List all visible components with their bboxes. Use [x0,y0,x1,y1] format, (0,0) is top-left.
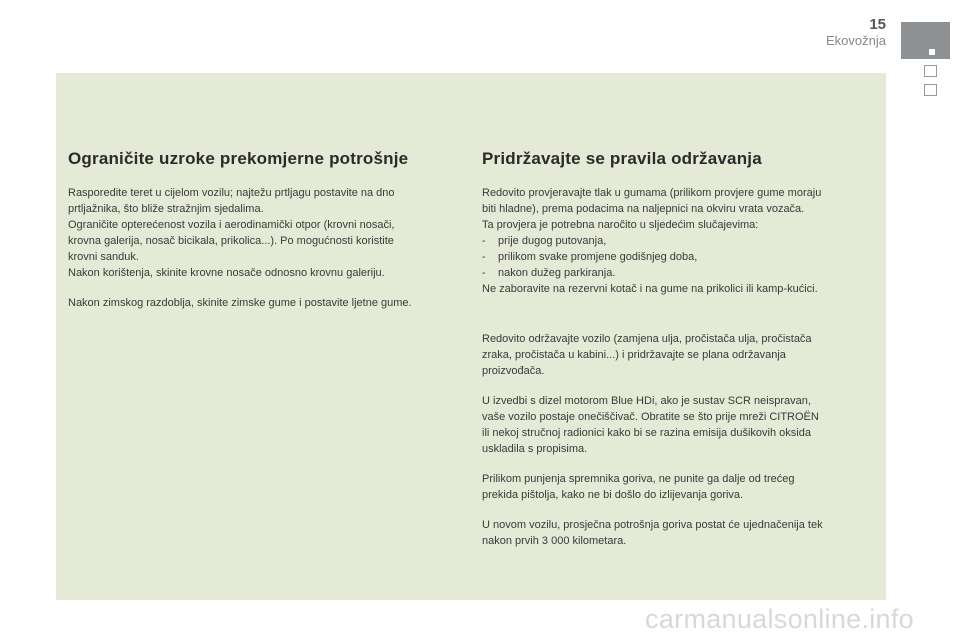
text-line: Redovito provjeravajte tlak u gumama (prilikom provjere gume moraju [482,187,822,199]
paragraph [482,471,877,503]
left-column [68,149,463,325]
text-line: prekida pištolja, kako ne bi došlo do izlijevanja goriva. [482,489,744,501]
text-line: Prilikom punjenja spremnika goriva, ne punite ga dalje od trećeg [482,473,795,485]
text-line: uskladila s propisima. [482,443,588,455]
watermark: carmanualsonline.info [645,604,914,634]
dash-list [482,233,877,281]
text-line: Nakon korištenja, skinite krovne nosače odnosno krovnu galeriju. [68,267,385,279]
paragraph: Ne zaboravite na rezervni kotač i na gume na prikolici ili kamp-kućici. [482,283,818,295]
content-panel [56,73,886,600]
list-item: - nakon dužeg parkiranja. [482,265,877,281]
text-line: zraka, pročistača u kabini...) i pridržavajte se plana održavanja [482,349,786,361]
paragraph [68,185,463,281]
right-column [482,149,877,563]
text-line: Ta provjera je potrebna naročito u sljedećim slučajevima: [482,219,759,231]
paragraph [482,331,877,379]
text-line: Ograničite opterećenost vozila i aerodinamički otpor (krovni nosači, [68,219,395,231]
page-number: 15 [869,16,886,33]
text-line: U novom vozilu, prosječna potrošnja goriva postat će ujednačenija tek [482,519,823,531]
paragraph: Nakon zimskog razdoblja, skinite zimske gume i postavite ljetne gume. [68,297,412,309]
nav-square-icon[interactable] [924,84,937,96]
square-marker-icon [929,49,935,55]
text-line: U izvedbi s dizel motorom Blue HDi, ako je sustav SCR neispravan, [482,395,811,407]
text-line: ili nekoj stručnoj radionici kako bi se razina emisija dušikovih oksida [482,427,811,439]
text-line: proizvođača. [482,365,545,377]
text-line: vaše vozilo postaje onečiščivač. Obratite se što prije mreži CITROËN [482,411,819,423]
text-line: krovna galerija, nosač bicikala, prikolica...). Po mogućnosti koristite [68,235,394,247]
list-item: - prije dugog putovanja, [482,233,877,249]
chapter-tab[interactable] [901,22,950,59]
text-line: prtljažnika, što bliže stražnjim sjedalima. [68,203,264,215]
left-section-heading: Ograničite uzroke prekomjerne potrošnje [68,149,409,168]
text-line: krovni sanduk. [68,251,139,263]
paragraph [482,517,877,549]
text-line: nakon prvih 3 000 kilometara. [482,535,627,547]
list-item: - prilikom svake promjene godišnjeg doba, [482,249,877,265]
text-line: biti hladne), prema podacima na naljepnici na okviru vrata vozača. [482,203,805,215]
section-title: Ekovožnja [826,33,886,48]
right-section-heading: Pridržavajte se pravila održavanja [482,149,762,168]
paragraph [482,185,877,233]
paragraph [482,393,877,457]
nav-square-icon[interactable] [924,65,937,77]
text-line: Redovito održavajte vozilo (zamjena ulja, pročistača ulja, pročistača [482,333,812,345]
text-line: Rasporedite teret u cijelom vozilu; najtežu prtljagu postavite na dno [68,187,395,199]
